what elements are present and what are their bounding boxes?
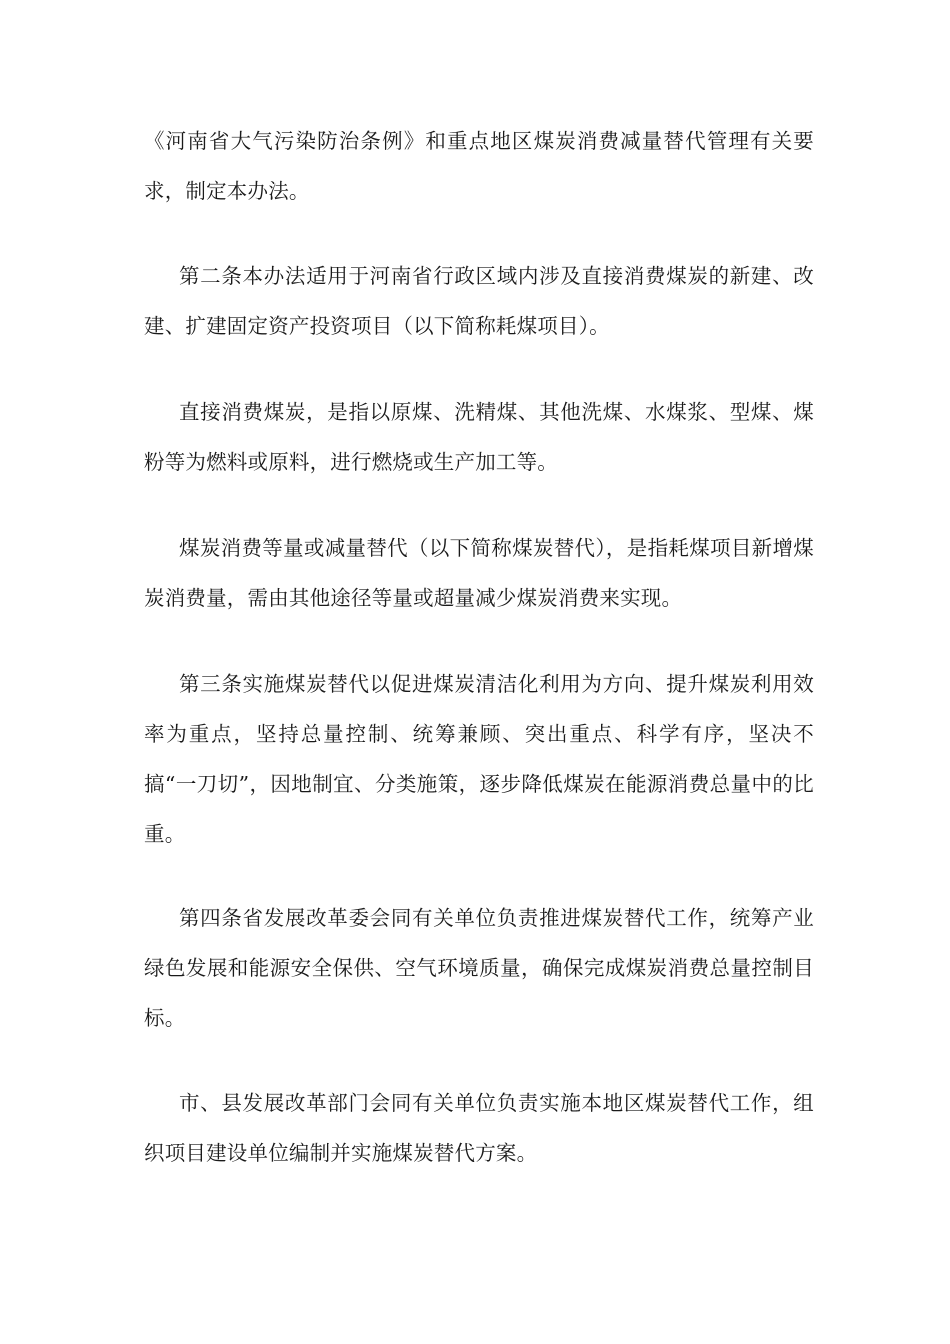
paragraph-article-4: 第四条省发展改革委会同有关单位负责推进煤炭替代工作，统筹产业绿色发展和能源安全保供、空气环境质量，确保完成煤炭消费总量控制目标。: [144, 906, 814, 1030]
paragraph-city-county-responsibility: 市、县发展改革部门会同有关单位负责实施本地区煤炭替代工作，组织项目建设单位编制并实施煤炭替代方案。: [144, 1091, 814, 1165]
paragraph-intro-continuation: 《河南省大气污染防治条例》和重点地区煤炭消费减量替代管理有关要求，制定本办法。: [144, 129, 814, 203]
paragraph-article-2: 第二条本办法适用于河南省行政区域内涉及直接消费煤炭的新建、改建、扩建固定资产投资项目（以下简称耗煤项目）。: [144, 264, 814, 338]
paragraph-article-3: 第三条实施煤炭替代以促进煤炭清洁化利用为方向、提升煤炭利用效率为重点，坚持总量控制、统筹兼顾、突出重点、科学有序，坚决不搞“一刀切”，因地制宜、分类施策，逐步降低煤炭在能源消费总量中的比重。: [144, 672, 814, 846]
paragraph-coal-substitution-definition: 煤炭消费等量或减量替代（以下简称煤炭替代），是指耗煤项目新增煤炭消费量，需由其他途径等量或超量减少煤炭消费来实现。: [144, 536, 814, 610]
paragraph-direct-coal-definition: 直接消费煤炭，是指以原煤、洗精煤、其他洗煤、水煤浆、型煤、煤粉等为燃料或原料，进行燃烧或生产加工等。: [144, 400, 814, 474]
